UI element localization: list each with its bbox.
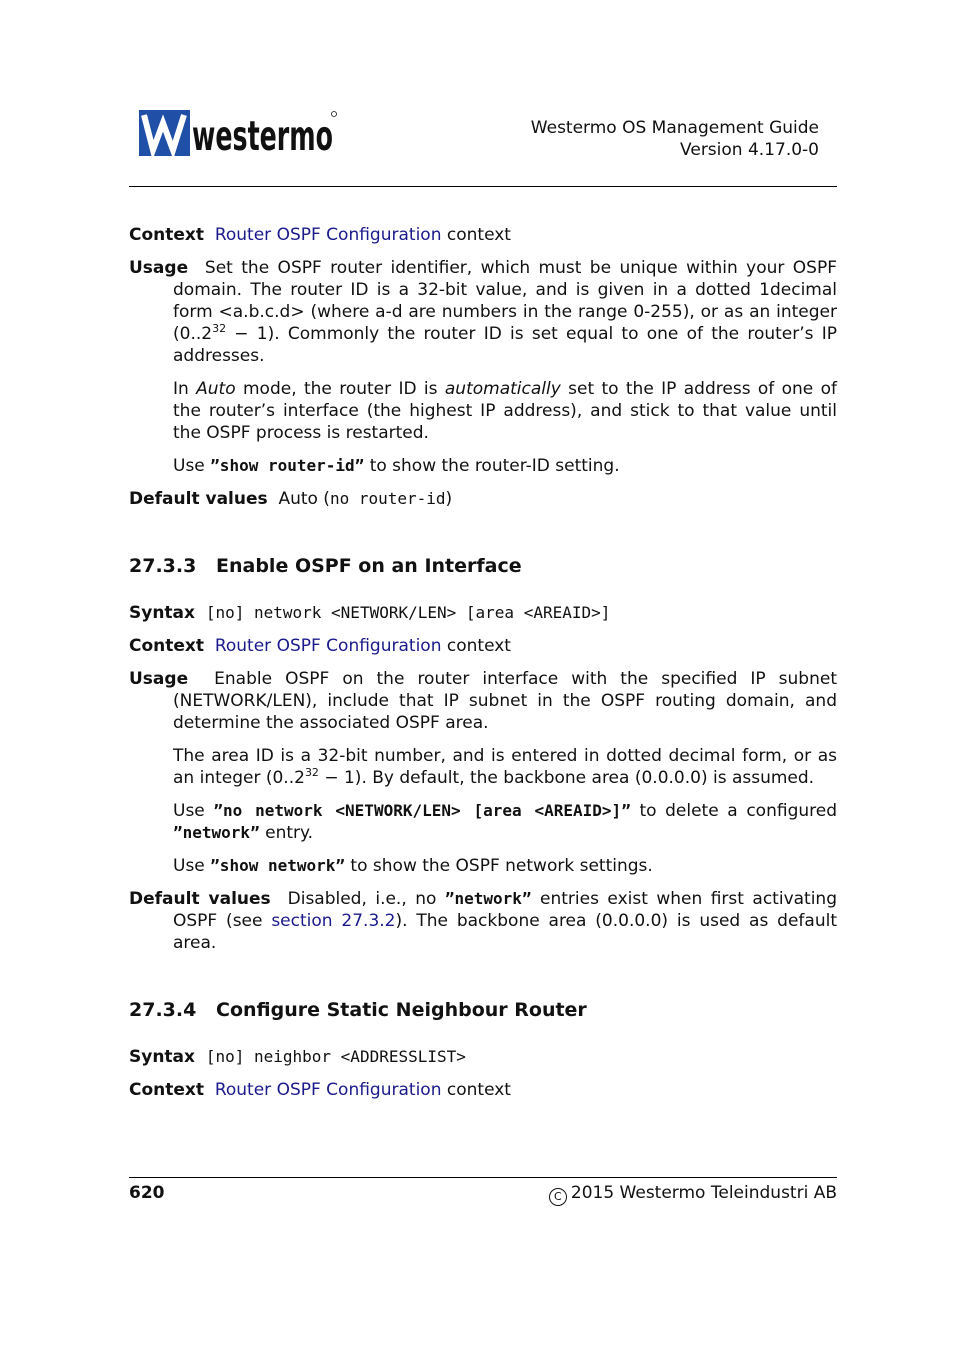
guide-version: Version 4.17.0-0 <box>680 140 819 160</box>
page-content <box>129 224 837 1112</box>
usage-entry: Usage Enable OSPF on the router interface with the specified IP subnet (NETWORK/LEN), include that IP subnet in the OSPF routing domain, and determine the associated OSPF area. The area ID is a 32-bit number, and is entered in dotted decimal form, or as an integer $(0..2^{32} - 1)$. By default, the backbone area (0.0.0.0) is assumed. Use ”no network <NETWORK/LEN> [area <AREAID>]” to delete a configured ”network” entry. Use ”show network” to show the OSPF network settings. <box>129 669 837 876</box>
syntax-text: [no] neighbor <ADDRESSLIST> <box>205 1047 466 1066</box>
usage-paragraph: Use ”show network” to show the OSPF network settings. <box>173 856 653 876</box>
default-label: Default values <box>129 489 268 509</box>
section-heading: 27.3.3 Enable OSPF on an Interface <box>129 555 522 577</box>
context-entry: Context Router OSPF Configuration context <box>129 636 511 656</box>
guide-title: Westermo OS Management Guide <box>530 118 819 138</box>
footer-rule <box>129 1177 837 1178</box>
context-entry: Context Router OSPF Configuration context <box>129 1080 511 1100</box>
syntax-text: [no] network <NETWORK/LEN> [area <AREAID>] <box>205 603 611 622</box>
logo-wordmark: westermo <box>192 112 333 160</box>
command: ”show router-id” <box>210 456 365 475</box>
command: ”show network” <box>210 856 346 875</box>
westermo-logo <box>139 109 339 160</box>
page-header <box>531 117 819 161</box>
syntax-entry: Syntax [no] neighbor <ADDRESSLIST> <box>129 1047 466 1067</box>
context-link[interactable]: Router OSPF Configuration <box>214 636 442 656</box>
usage-paragraph: In Auto mode, the router ID is automatically set to the IP address of one of the router’s interface (the highest IP address), and stick to that value until the OSPF process is restarted. <box>173 379 838 443</box>
copyright-text: 2015 Westermo Teleindustri AB <box>570 1183 837 1203</box>
usage-text: − 1). Commonly the router ID is set equal to one of the router’s IP addresses. <box>173 324 837 366</box>
page-number: 620 <box>129 1183 165 1203</box>
context-entry <box>129 224 837 246</box>
section-link[interactable]: section 27.3.2 <box>271 911 396 931</box>
context-link[interactable]: Router OSPF Configuration <box>214 225 442 245</box>
default-values-entry: Default values Auto (no router-id) <box>129 489 453 509</box>
usage-label: Usage <box>129 258 189 278</box>
context-label: Context <box>129 225 205 245</box>
usage-entry <box>129 257 837 477</box>
section-heading: 27.3.4 Configure Static Neighbour Router <box>129 999 587 1021</box>
command: ”network” <box>173 823 260 842</box>
syntax-entry: Syntax [no] network <NETWORK/LEN> [area <AREAID>] <box>129 603 611 623</box>
usage-paragraph: The area ID is a 32-bit number, and is entered in dotted decimal form, or as an integer $(0..2^{32} - 1)$. By default, the backbone area (0.0.0.0) is assumed. <box>173 746 837 788</box>
copyright <box>549 1182 837 1206</box>
usage-paragraph: Use ”show router-id” to show the router-ID setting. <box>173 456 620 476</box>
usage-paragraph: Use ”no network <NETWORK/LEN> [area <AREAID>]” to delete a configured ”network” entry. <box>173 801 837 843</box>
usage-text: Set the OSPF router identifier, which must be unique within your OSPF domain. The router ID is a 32-bit value, and is given in a dotted 1decimal form <a.b.c.d> (where a-d are numbers in the range 0-255), or as an integer (0..2 <box>173 258 837 344</box>
context-suffix: context <box>446 225 511 245</box>
copyright-icon: C <box>549 1188 567 1206</box>
context-link[interactable]: Router OSPF Configuration <box>214 1080 442 1100</box>
exponent: 32 <box>212 322 227 335</box>
command: ”no network <NETWORK/LEN> [area <AREAID>]” <box>213 801 631 820</box>
command: ”network” <box>444 889 532 908</box>
header-rule <box>129 186 837 187</box>
default-values-entry: Default values Disabled, i.e., no ”network” entries exist when first activating OSPF (see section 27.3.2). The backbone area (0.0.0.0) is used as default area. <box>129 889 837 953</box>
